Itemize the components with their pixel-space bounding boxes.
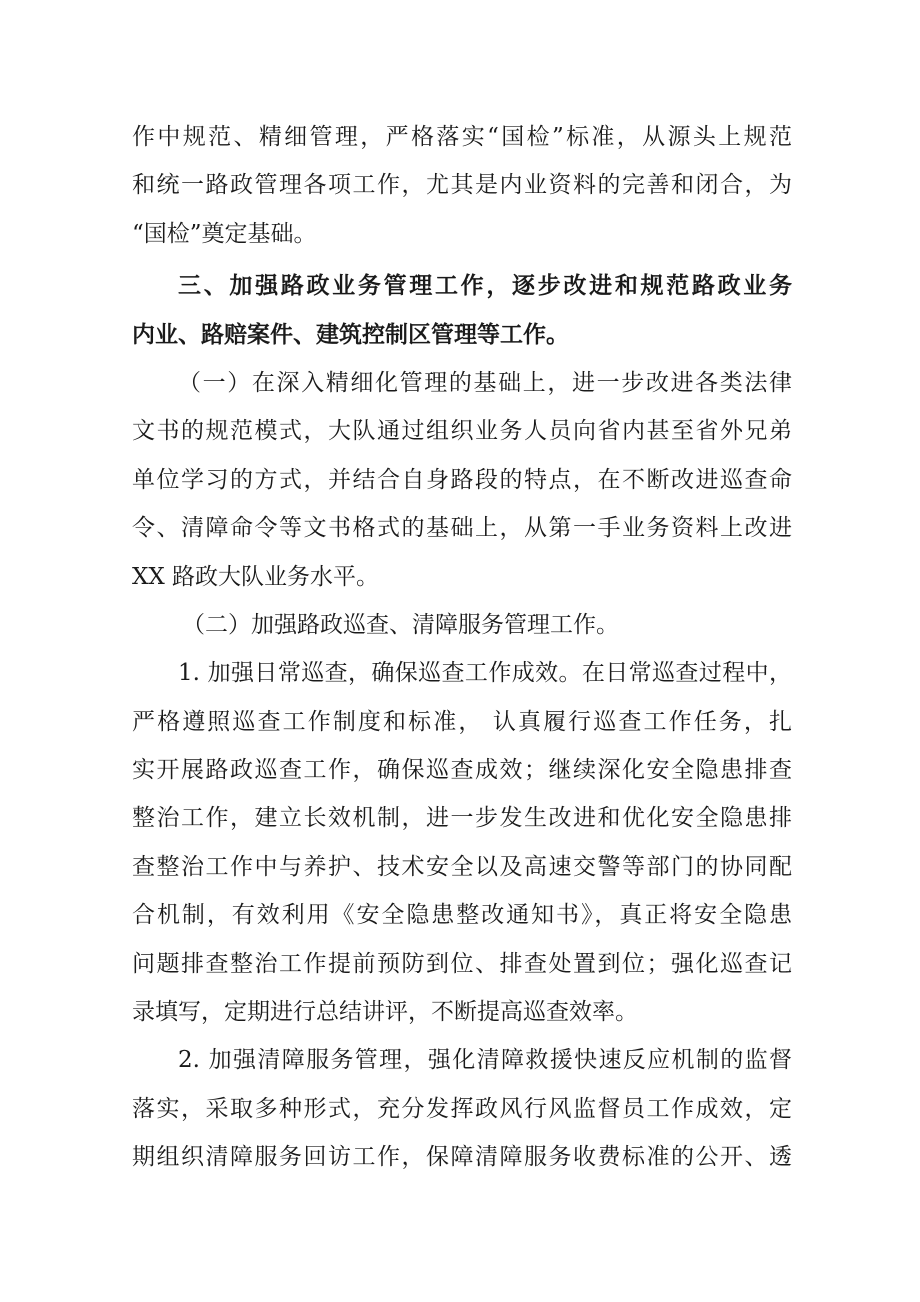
paragraph-line: 合机制，有效利用《安全隐患整改通知书》，真正将安全隐患 <box>132 902 792 929</box>
paragraph-line: 1. 加强日常巡查，确保巡查工作成效。在日常巡查过程中， <box>178 660 792 687</box>
paragraph-line: XX 路政大队业务水平。 <box>132 563 380 590</box>
paragraph-line: 期组织清障服务回访工作，保障清障服务收费标准的公开、透 <box>132 1144 792 1171</box>
paragraph-line: 严格遵照巡查工作制度和标准， 认真履行巡查工作任务，扎 <box>132 708 792 735</box>
paragraph-line: 作中规范、精细管理，严格落实“国检”标准，从源头上规范 <box>132 124 792 150</box>
subsection-heading-line: （二）加强路政巡查、清障服务管理工作。 <box>182 611 619 638</box>
paragraph-line: 整治工作，建立长效机制，进一步发生改进和优化安全隐患排 <box>132 805 792 832</box>
document-body <box>132 113 792 1182</box>
paragraph-line: 2. 加强清障服务管理，强化清障救援快速反应机制的监督 <box>178 1047 792 1074</box>
paragraph-line: 文书的规范模式，大队通过组织业务人员向省内甚至省外兄弟 <box>132 418 792 445</box>
section-heading-line: 内业、路赔案件、建筑控制区管理等工作。 <box>132 321 569 348</box>
paragraph-line: 问题排查整治工作提前预防到位、排查处置到位；强化巡查记 <box>132 950 792 977</box>
paragraph-line: 查整治工作中与养护、技术安全以及高速交警等部门的协同配 <box>132 853 792 880</box>
paragraph-line: 落实，采取多种形式，充分发挥政风行风监督员工作成效，定 <box>132 1095 792 1122</box>
section-heading-line: 三、加强路政业务管理工作，逐步改进和规范路政业务 <box>178 273 792 300</box>
paragraph-line: 实开展路政巡查工作，确保巡查成效；继续深化安全隐患排查 <box>132 757 792 784</box>
paragraph-line: 单位学习的方式，并结合自身路段的特点，在不断改进巡查命 <box>132 466 792 493</box>
paragraph-line: 录填写，定期进行总结讲评，不断提高巡查效率。 <box>132 999 638 1026</box>
paragraph-line: 令、清障命令等文书格式的基础上，从第一手业务资料上改进 <box>132 515 792 542</box>
paragraph-line: “国检”奠定基础。 <box>132 220 317 247</box>
paragraph-line: （一）在深入精细化管理的基础上，进一步改进各类法律 <box>178 369 792 396</box>
paragraph-line: 和统一路政管理各项工作，尤其是内业资料的完善和闭合，为 <box>132 172 792 199</box>
